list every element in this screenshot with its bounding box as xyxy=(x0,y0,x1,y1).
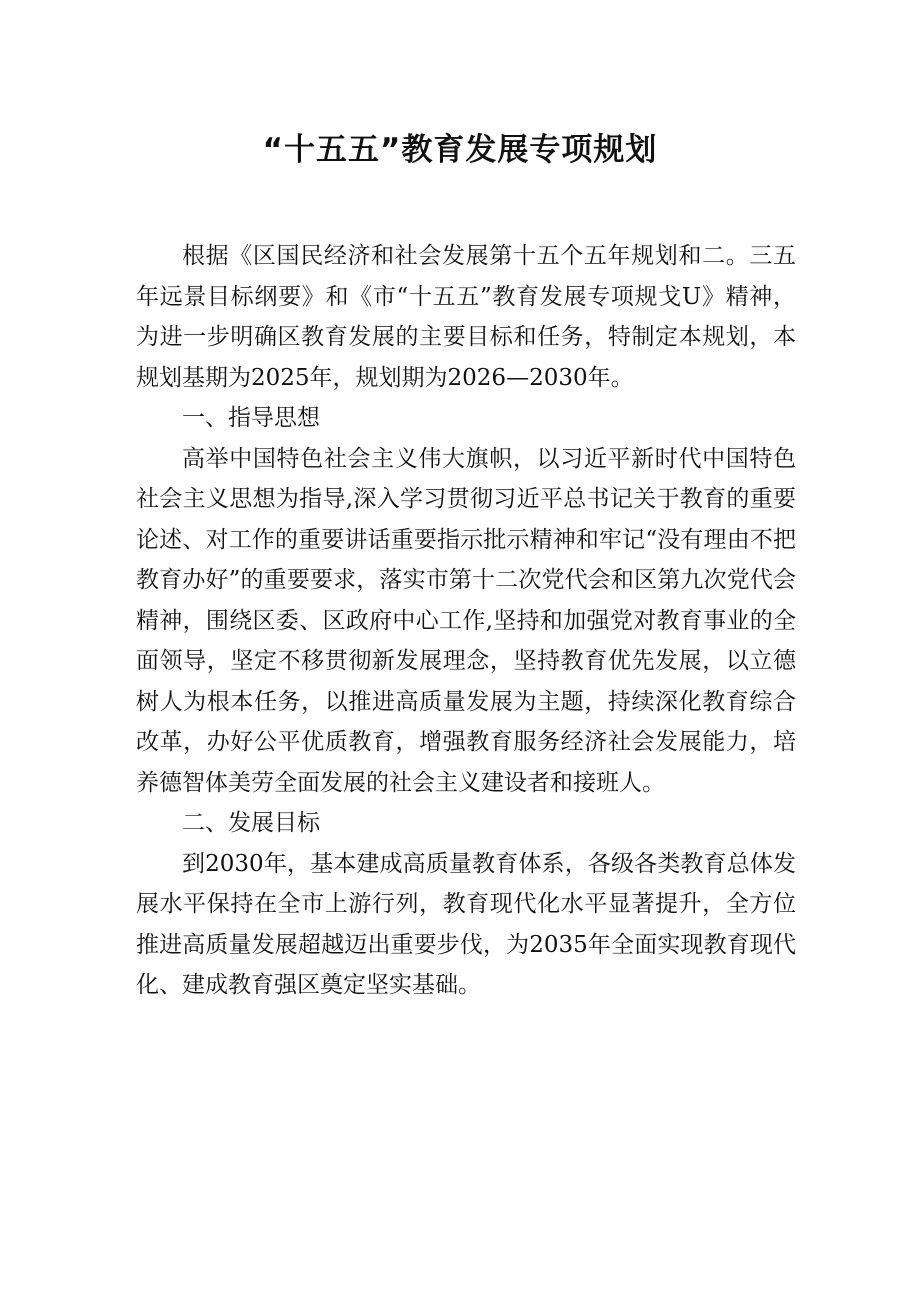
section-heading-guiding-ideology: 一、指导思想 xyxy=(182,405,320,431)
document-body xyxy=(136,236,796,1006)
paragraph-intro: 根据《区国民经济和社会发展第十五个五年规划和二。三五年远景目标纲要》和《市“十五五”教育发展专项规戈U》精神，为进一步明确区教育发展的主要目标和任务，特制定本规划，本规划基期为2025年，规划期为2026—2030年。 xyxy=(136,243,796,391)
paragraph-guiding-ideology: 高举中国特色社会主义伟大旗帜，以习近平新时代中国特色社会主义思想为指导,深入学习贯彻习近平总书记关于教育的重要论述、对工作的重要讲话重要指示批示精神和牢记“没有理由不把教育办好”的重要要求，落实市第十二次党代会和区第九次党代会精神，围绕区委、区政府中心工作,坚持和加强党对教育事业的全面领导，坚定不移贯彻新发展理念，坚持教育优先发展，以立德树人为根本任务，以推进高质量发展为主题，持续深化教育综合改革，办好公平优质教育，增强教育服务经济社会发展能力，培养德智体美劳全面发展的社会主义建设者和接班人。 xyxy=(136,445,796,796)
section-heading-development-goals: 二、发展目标 xyxy=(182,810,320,836)
paragraph-development-goals: 到2030年，基本建成高质量教育体系，各级各类教育总体发展水平保持在全市上游行列，教育现代化水平显著提升，全方位推进高质量发展超越迈出重要步伐，为2035年全面实现教育现代化、建成教育强区奠定坚实基础。 xyxy=(136,850,796,998)
document-title: “十五五”教育发展专项规划 xyxy=(262,132,658,168)
